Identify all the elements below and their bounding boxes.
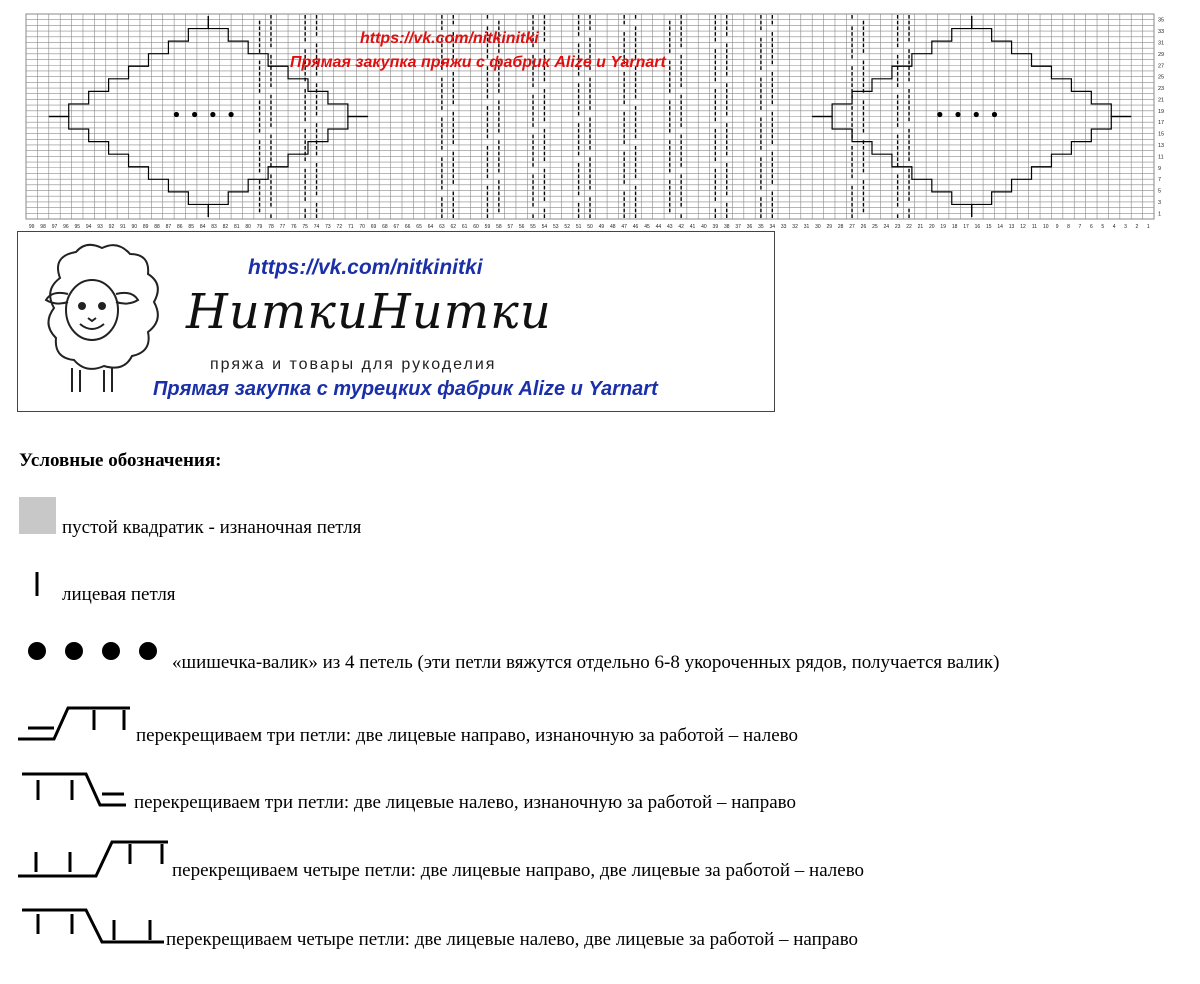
stitch-number-label: 14 (997, 224, 1003, 230)
stitch-number-label: 83 (211, 224, 217, 230)
knit-stitch-bar-icon (30, 572, 44, 598)
stitch-number-label: 26 (860, 224, 867, 230)
cross-four-right-icon (18, 840, 168, 880)
stitch-number-label: 76 (290, 224, 297, 230)
row-number-label: 17 (1158, 120, 1165, 127)
stitch-number-label: 38 (723, 224, 730, 230)
stitch-number-label: 88 (154, 224, 160, 230)
legend-item-bobble: «шишечка-валик» из 4 петель (эти петли вяжутся отдельно 6-8 укороченных рядов, получается валик) (172, 652, 1000, 673)
row-number-label: 1 (1158, 211, 1162, 218)
row-number-label: 9 (1158, 165, 1162, 172)
stitch-number-label: 98 (40, 224, 46, 230)
stitch-number-label: 34 (769, 224, 776, 230)
stitch-number-label: 64 (427, 224, 434, 230)
stitch-number-label: 86 (177, 224, 183, 230)
banner-url-link[interactable]: https://vk.com/nitkinitki (248, 256, 483, 279)
stitch-number-label: 33 (780, 224, 787, 230)
banner-title: Прямая закупка с турецких фабрик Alize и Yarnart (153, 378, 658, 400)
row-number-label: 15 (1158, 131, 1165, 138)
stitch-number-label: 6 (1089, 224, 1093, 230)
row-number-label: 29 (1158, 51, 1165, 58)
row-number-label: 31 (1158, 40, 1165, 47)
stitch-number-label: 89 (142, 224, 149, 230)
cross-three-left-icon (22, 772, 130, 808)
stitch-number-label: 45 (644, 224, 650, 230)
stitch-number-label: 96 (63, 224, 69, 230)
legend-item-knit: лицевая петля (62, 584, 176, 605)
stitch-number-label: 48 (610, 224, 616, 230)
stitch-number-label: 59 (484, 224, 491, 230)
stitch-number-label: 53 (553, 224, 559, 230)
stitch-number-label: 94 (85, 224, 92, 230)
stitch-number-label: 35 (758, 224, 764, 230)
stitch-number-label: 16 (974, 224, 981, 230)
stitch-number-label: 4 (1112, 224, 1116, 230)
stitch-number-label: 41 (689, 224, 696, 230)
cross-three-right-icon (18, 706, 130, 742)
stitch-number-label: 92 (108, 224, 115, 230)
stitch-number-label: 52 (564, 224, 570, 230)
stitch-number-label: 73 (325, 224, 331, 230)
stitch-number-label: 95 (74, 224, 81, 230)
row-number-label: 25 (1158, 74, 1165, 81)
stitch-number-label: 3 (1124, 224, 1127, 230)
bobble-four-dots-icon (26, 640, 160, 662)
stitch-number-label: 85 (188, 224, 194, 230)
stitch-number-label: 51 (575, 224, 582, 230)
stitch-number-label: 67 (393, 224, 400, 230)
stitch-number-label: 9 (1055, 224, 1059, 230)
banner-subtitle: пряжа и товары для рукоделия (210, 356, 497, 373)
stitch-number-label: 97 (51, 224, 58, 230)
stitch-number-label: 84 (199, 224, 206, 230)
stitch-number-label: 43 (666, 224, 673, 230)
stitch-number-label: 68 (382, 224, 388, 230)
stitch-number-label: 17 (963, 224, 969, 230)
knitting-chart (0, 0, 1200, 235)
stitch-number-label: 49 (598, 224, 605, 230)
stitch-number-label: 47 (621, 224, 627, 230)
row-number-label: 5 (1158, 188, 1162, 195)
stitch-number-label: 27 (849, 224, 855, 230)
purl-stitch-square-icon (19, 497, 56, 534)
row-number-label: 3 (1158, 199, 1162, 206)
stitch-number-label: 12 (1020, 224, 1026, 230)
stitch-number-label: 72 (336, 224, 343, 230)
stitch-number-label: 8 (1067, 224, 1070, 230)
stitch-number-label: 44 (655, 224, 662, 230)
stitch-number-label: 87 (165, 224, 172, 230)
stitch-number-label: 69 (370, 224, 377, 230)
stitch-number-label: 28 (837, 224, 844, 230)
stitch-number-label: 63 (439, 224, 445, 230)
stitch-number-label: 42 (678, 224, 684, 230)
stitch-number-label: 62 (450, 224, 457, 230)
banner-logo-text: НиткиНитки (186, 284, 552, 340)
stitch-number-label: 23 (894, 224, 901, 230)
stitch-number-label: 10 (1042, 224, 1049, 230)
stitch-number-label: 93 (97, 224, 103, 230)
stitch-number-label: 31 (803, 224, 810, 230)
stitch-number-label: 58 (496, 224, 502, 230)
stitch-number-label: 2 (1135, 224, 1139, 230)
stitch-number-label: 22 (906, 224, 912, 230)
row-number-label: 11 (1158, 154, 1164, 161)
stitch-number-label: 7 (1078, 224, 1082, 230)
chart-overlay-promo: Прямая закупка пряжи с фабрик Alize и Yarnart (290, 54, 666, 71)
stitch-number-label: 60 (473, 224, 479, 230)
row-number-label: 35 (1158, 17, 1165, 24)
legend-item-cross4-right: перекрещиваем четыре петли: две лицевые направо, две лицевые за работой – налево (172, 860, 865, 881)
stitch-number-label: 21 (917, 224, 924, 230)
stitch-number-label: 15 (986, 224, 992, 230)
stitch-number-label: 25 (872, 224, 878, 230)
stitch-number-label: 71 (347, 224, 354, 230)
cross-four-left-icon (22, 908, 164, 948)
stitch-number-label: 79 (256, 224, 263, 230)
shop-banner (17, 231, 775, 412)
stitch-number-label: 5 (1101, 224, 1105, 230)
stitch-number-label: 19 (940, 224, 946, 230)
stitch-number-label: 82 (222, 224, 229, 230)
chart-overlay-url[interactable]: https://vk.com/nitkinitki (360, 30, 539, 47)
row-number-label: 13 (1158, 142, 1165, 149)
stitch-number-label: 30 (815, 224, 821, 230)
legend-title: Условные обозначения: (19, 450, 222, 471)
row-number-label: 27 (1158, 63, 1165, 70)
stitch-number-label: 37 (735, 224, 741, 230)
stitch-number-label: 81 (234, 224, 240, 230)
stitch-number-label: 61 (461, 224, 468, 230)
stitch-number-label: 66 (404, 224, 411, 230)
row-number-label: 23 (1158, 86, 1165, 93)
stitch-number-label: 56 (518, 224, 525, 230)
legend-item-cross3-left: перекрещиваем три петли: две лицевые налево, изнаночную за работой – направо (134, 792, 796, 813)
legend-item-cross3-right: перекрещиваем три петли: две лицевые направо, изнаночную за работой – налево (136, 725, 798, 746)
chart-grid-svg (0, 0, 1200, 235)
stitch-number-label: 54 (541, 224, 548, 230)
stitch-number-label: 78 (268, 224, 274, 230)
stitch-number-label: 99 (28, 224, 35, 230)
stitch-number-label: 77 (279, 224, 286, 230)
stitch-number-label: 57 (507, 224, 514, 230)
stitch-number-label: 74 (313, 224, 320, 230)
legend-item-purl: пустой квадратик - изнаночная петля (62, 517, 362, 538)
stitch-number-label: 1 (1146, 224, 1150, 230)
stitch-number-label: 91 (120, 224, 126, 230)
stitch-number-label: 40 (701, 224, 707, 230)
row-number-label: 21 (1158, 97, 1165, 104)
row-number-label: 19 (1158, 108, 1165, 115)
stitch-number-label: 29 (826, 224, 833, 230)
row-number-label: 33 (1158, 29, 1165, 36)
sheep-logo-icon (32, 238, 172, 408)
stitch-number-label: 75 (302, 224, 308, 230)
legend-item-cross4-left: перекрещиваем четыре петли: две лицевые налево, две лицевые за работой – направо (166, 929, 859, 950)
stitch-number-label: 80 (245, 224, 251, 230)
stitch-number-label: 20 (929, 224, 935, 230)
stitch-number-label: 24 (883, 224, 890, 230)
stitch-number-label: 50 (587, 224, 593, 230)
stitch-number-label: 13 (1008, 224, 1015, 230)
stitch-number-label: 11 (1031, 224, 1037, 230)
stitch-number-label: 39 (712, 224, 719, 230)
stitch-number-label: 65 (416, 224, 422, 230)
stitch-number-label: 90 (131, 224, 138, 230)
stitch-number-label: 32 (792, 224, 798, 230)
row-number-label: 7 (1158, 177, 1162, 184)
stitch-number-label: 55 (530, 224, 536, 230)
stitch-number-label: 70 (359, 224, 365, 230)
stitch-number-label: 36 (746, 224, 753, 230)
stitch-number-label: 46 (632, 224, 639, 230)
stitch-number-label: 18 (951, 224, 958, 230)
